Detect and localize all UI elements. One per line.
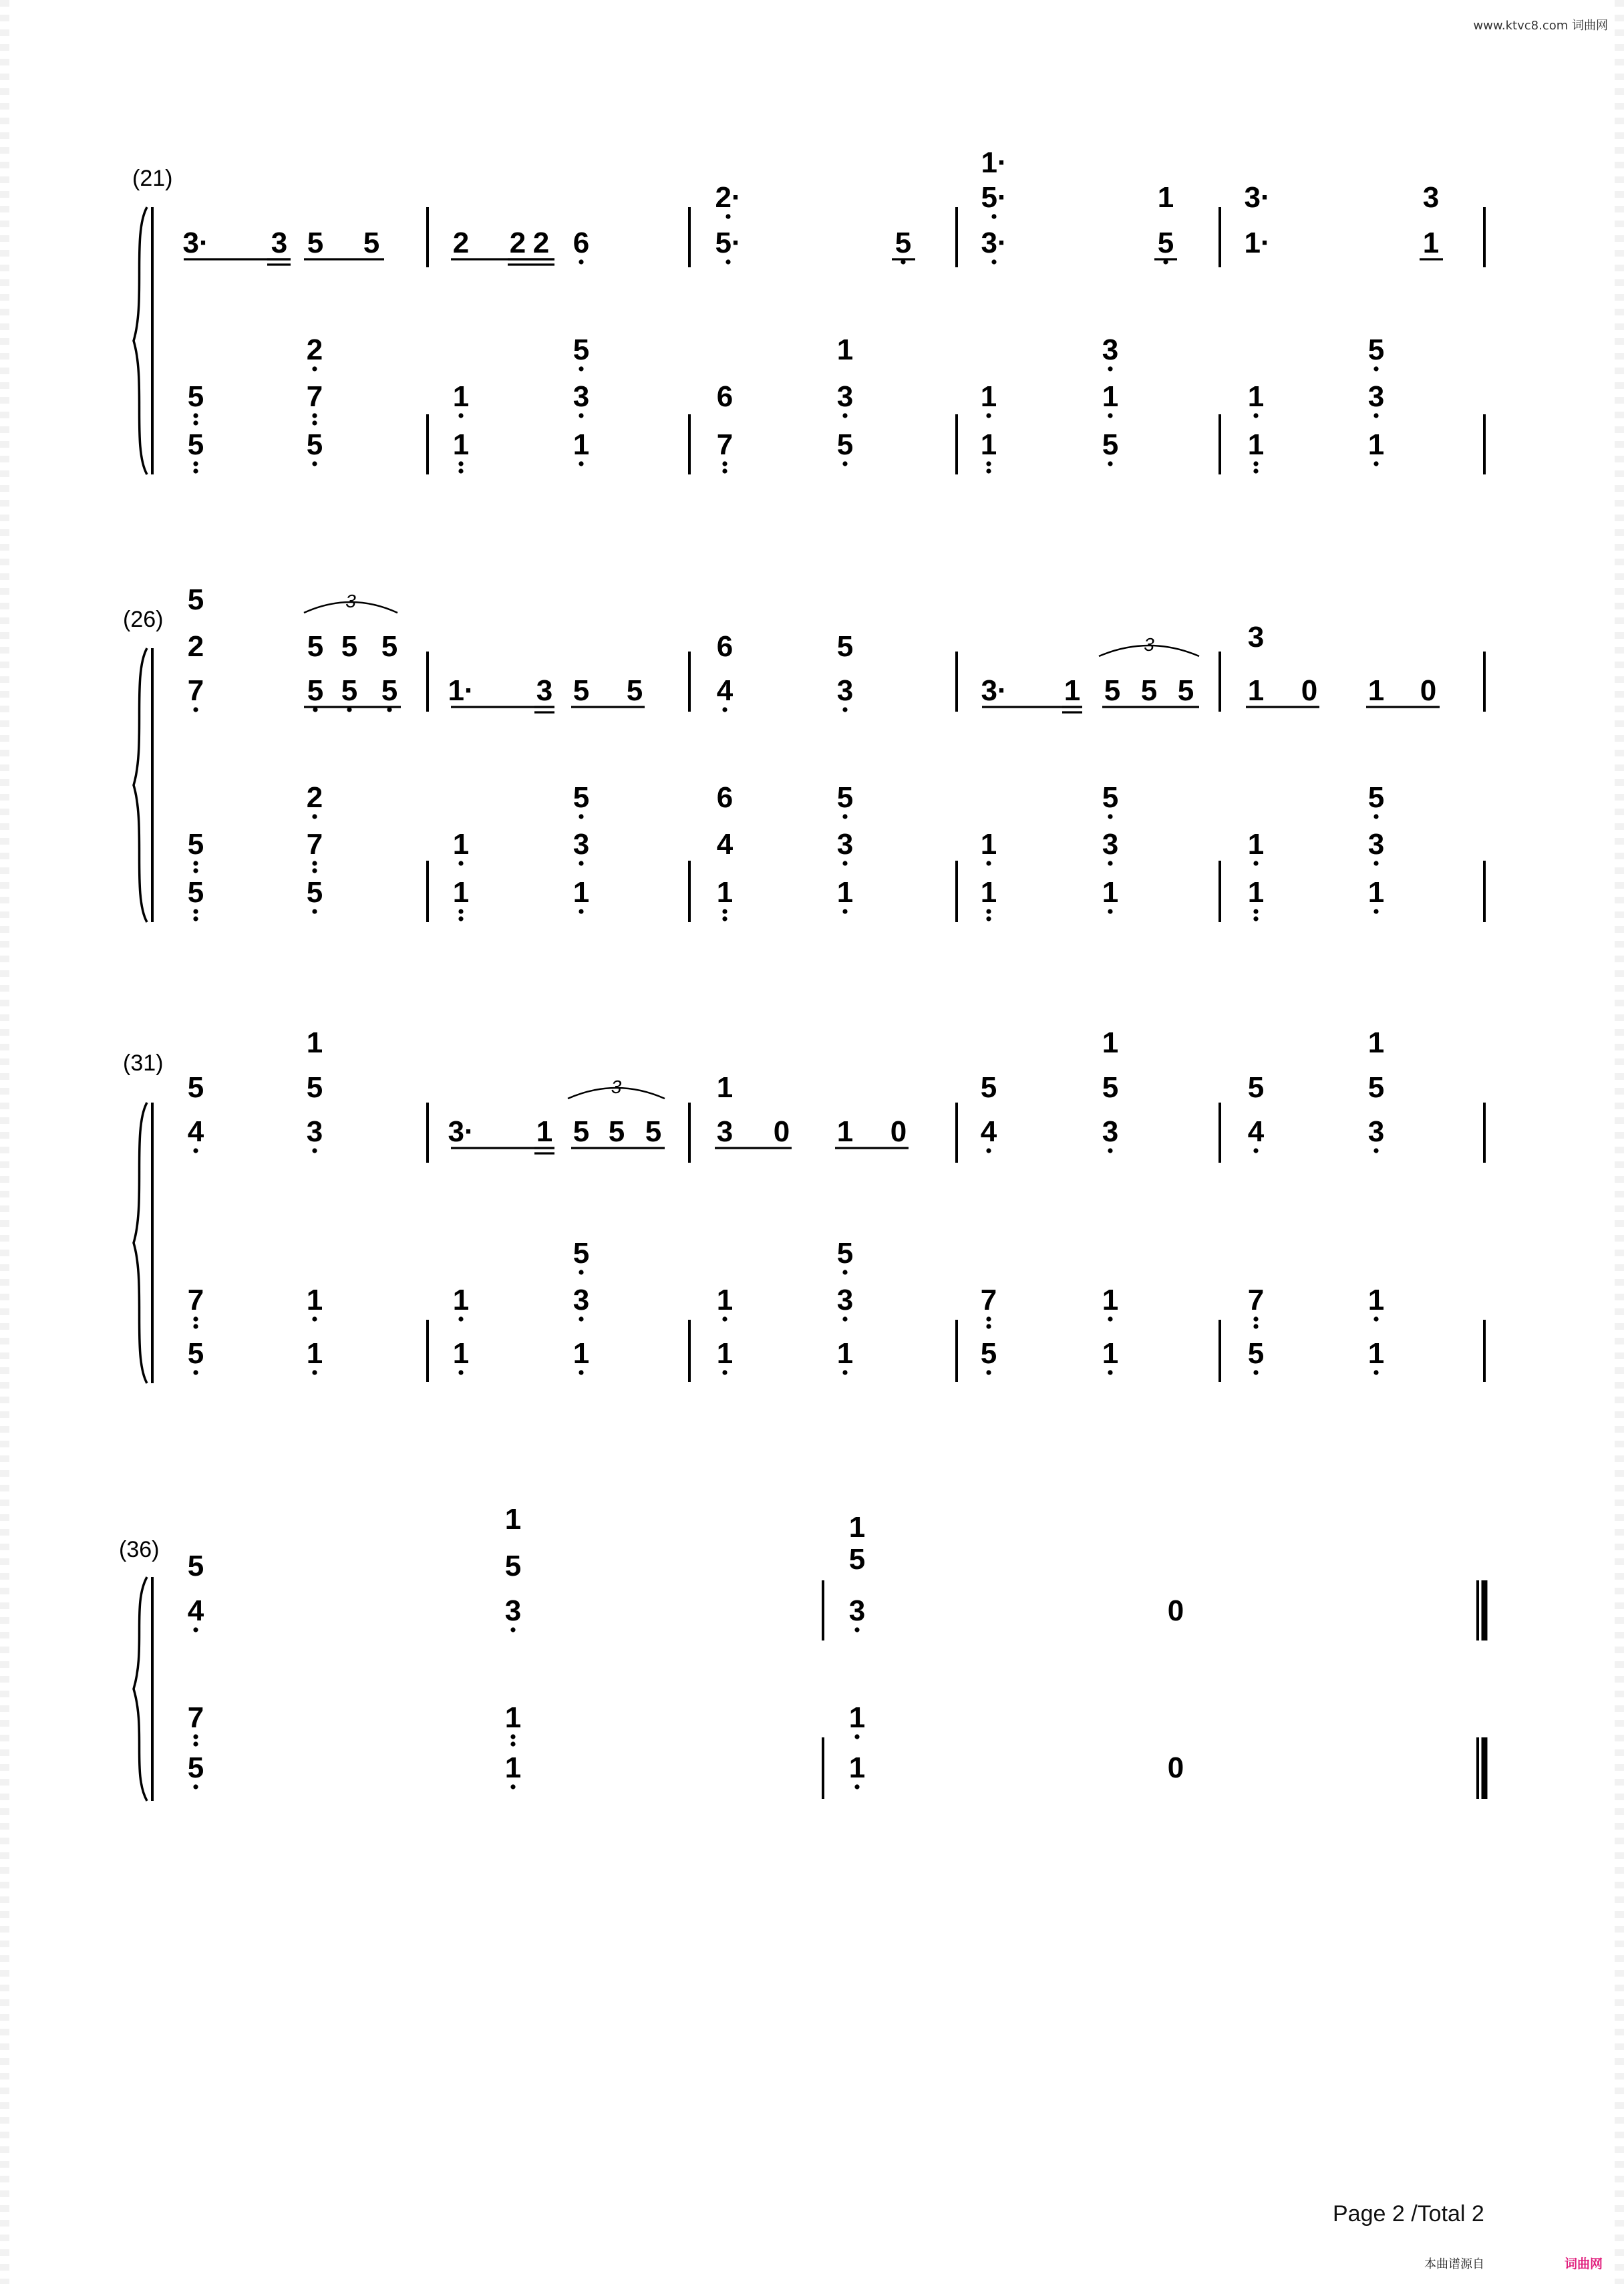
note-digit: 7 [980,1284,997,1316]
note-digit: 2 [306,781,323,814]
site-url: www.ktvc8.com 词曲网 [1473,19,1608,33]
measure-number: (31) [123,1050,164,1076]
octave-dot-below [312,1148,317,1153]
octave-dot-below [722,916,727,921]
note-digit: 6 [716,380,734,413]
octave-dot-below [1373,861,1378,865]
octave-dot-below [193,1324,198,1328]
note-digit: 3 [836,674,854,707]
octave-dot-below [1108,909,1112,913]
note-digit: 5 [381,674,398,707]
octave-dot-below [722,1316,727,1321]
octave-dot-below [193,468,198,473]
note-digit: 1· [1244,227,1271,259]
octave-dot-below [510,1627,515,1632]
note-digit: 5 [1247,1071,1265,1104]
octave-dot-below [842,1370,847,1375]
octave-dot-below [1373,1148,1378,1153]
note-digit: 4 [1247,1115,1265,1148]
note-digit: 1 [848,1701,866,1734]
note-digit: 1 [716,1071,734,1104]
octave-dot-below [579,413,583,418]
note-digit: 2 [452,227,470,259]
note-digit: 5 [381,630,398,663]
note-digit: 1· [448,674,474,707]
octave-dot-below [458,861,463,865]
octave-dot-below [1373,366,1378,371]
octave-dot-below [1253,461,1258,466]
note-digit: 1 [836,1115,854,1148]
note-digit: 5 [1247,1337,1265,1370]
note-digit: 1· [981,146,1007,179]
note-digit: 5 [1102,428,1119,461]
note-digit: 4 [716,828,734,861]
note-digit: 1 [1247,674,1265,707]
octave-dot-below [725,214,730,219]
octave-dot-below [842,909,847,913]
note-digit: 0 [773,1115,790,1148]
note-digit: 3 [1422,181,1440,214]
note-digit: 5 [1104,674,1121,707]
note-digit: 4 [716,674,734,707]
octave-dot-below [1373,1316,1378,1321]
octave-dot-below [579,259,583,264]
octave-dot-below [312,1316,317,1321]
octave-dot-below [1373,1370,1378,1375]
octave-dot-below [1373,413,1378,418]
octave-dot-below [1108,861,1112,865]
note-digit: 1 [536,1115,553,1148]
octave-dot-below [991,214,996,219]
note-digit: 7 [716,428,734,461]
note-digit: 7 [306,828,323,861]
note-digit: 5 [836,428,854,461]
note-digit: 3 [306,1115,323,1148]
octave-dot-below [722,468,727,473]
note-digit: 1 [1247,380,1265,413]
octave-dot-below [722,461,727,466]
octave-dot-below [193,1734,198,1739]
note-digit: 5 [608,1115,625,1148]
note-digit: 1 [1367,428,1385,461]
note-digit: 0 [1167,1751,1184,1784]
note-digit: 2 [187,630,204,663]
note-digit: 1 [1367,1284,1385,1316]
note-digit: 5 [363,227,380,259]
note-digit: 1 [716,876,734,909]
octave-dot-below [722,1370,727,1375]
octave-dot-below [579,461,583,466]
note-digit: 5· [981,181,1007,214]
note-digit: 1 [1422,227,1440,259]
triplet-number: 3 [611,1077,622,1097]
octave-dot-below [193,1370,198,1375]
octave-dot-below [193,1627,198,1632]
note-digit: 5 [187,583,204,616]
measure-number: (21) [132,166,173,191]
note-digit: 7 [187,1701,204,1734]
octave-dot-below [1108,1370,1112,1375]
note-digit: 1 [980,380,997,413]
note-digit: 1 [836,1337,854,1370]
note-digit: 5 [1367,781,1385,814]
octave-dot-below [986,909,991,913]
note-digit: 1 [306,1284,323,1316]
octave-dot-below [842,461,847,466]
note-digit: 3 [836,828,854,861]
octave-dot-below [986,1324,991,1328]
note-digit: 3 [716,1115,734,1148]
note-digit: 5 [1140,674,1158,707]
octave-dot-below [842,861,847,865]
note-digit: 1 [306,1337,323,1370]
octave-dot-below [579,1270,583,1274]
octave-dot-below [1253,861,1258,865]
note-digit: 1 [452,428,470,461]
octave-dot-below [193,1316,198,1321]
note-digit: 5 [1177,674,1194,707]
octave-dot-below [579,1370,583,1375]
octave-dot-below [312,413,317,418]
note-digit: 5 [836,1237,854,1270]
note-digit: 5 [306,1071,323,1104]
note-digit: 5 [1367,1071,1385,1104]
note-digit: 3 [836,1284,854,1316]
octave-dot-below [722,707,727,712]
octave-dot-below [854,1734,859,1739]
note-digit: 1 [452,828,470,861]
octave-dot-below [312,909,317,913]
octave-dot-below [842,413,847,418]
note-digit: 7 [187,674,204,707]
note-digit: 1 [1064,674,1081,707]
measure-number: (36) [119,1537,160,1562]
octave-dot-below [579,814,583,819]
note-digit: 1 [1247,828,1265,861]
note-digit: 3· [1244,181,1271,214]
note-digit: 5· [715,227,742,259]
note-digit: 3 [848,1594,866,1627]
octave-dot-below [986,468,991,473]
note-digit: 1 [504,1751,522,1784]
octave-dot-below [193,909,198,913]
octave-dot-below [458,909,463,913]
octave-dot-below [510,1734,515,1739]
octave-dot-below [1108,366,1112,371]
note-digit: 5 [307,227,324,259]
octave-dot-below [986,461,991,466]
note-digit: 2 [306,333,323,366]
triplet-number: 3 [345,591,356,611]
octave-dot-below [579,861,583,865]
grand-staff-brace [134,648,147,922]
note-digit: 3 [573,1284,590,1316]
octave-dot-below [193,916,198,921]
note-digit: 5 [187,876,204,909]
grand-staff-brace [134,207,147,474]
note-digit: 3 [1102,1115,1119,1148]
note-digit: 5 [504,1550,522,1582]
note-digit: 1 [452,380,470,413]
octave-dot-below [1253,909,1258,913]
note-digit: 5 [187,380,204,413]
octave-dot-below [1373,909,1378,913]
octave-dot-below [1253,468,1258,473]
note-digit: 3 [1247,621,1265,654]
octave-dot-below [312,1370,317,1375]
octave-dot-below [842,1270,847,1274]
note-digit: 1 [1102,1284,1119,1316]
note-digit: 1 [716,1284,734,1316]
octave-dot-below [725,259,730,264]
note-digit: 5 [341,674,358,707]
note-digit: 5 [306,428,323,461]
octave-dot-below [1108,1316,1112,1321]
note-digit: 5 [1102,781,1119,814]
note-digit: 5 [895,227,912,259]
note-digit: 1 [1102,1026,1119,1059]
note-digit: 2 [532,227,550,259]
octave-dot-below [1253,1324,1258,1328]
note-digit: 3 [1367,380,1385,413]
octave-dot-below [1253,916,1258,921]
footer-brand-logo: 词曲网 [1565,2257,1603,2271]
octave-dot-below [1108,461,1112,466]
note-digit: 6 [573,227,590,259]
octave-dot-below [312,861,317,865]
note-digit: 6 [716,781,734,814]
octave-dot-below [1108,413,1112,418]
note-digit: 5 [1102,1071,1119,1104]
note-digit: 3 [504,1594,522,1627]
note-digit: 1 [1247,876,1265,909]
note-digit: 1 [504,1701,522,1734]
page-number: Page 2 /Total 2 [1333,2201,1484,2227]
note-digit: 4 [187,1594,204,1627]
note-digit: 1 [716,1337,734,1370]
note-digit: 3· [981,674,1007,707]
note-digit: 5 [1367,333,1385,366]
octave-dot-below [1373,814,1378,819]
note-digit: 2 [509,227,526,259]
note-digit: 5 [341,630,358,663]
footer-source-label: 本曲谱源自 [1424,2257,1484,2271]
octave-dot-below [193,461,198,466]
octave-dot-below [312,461,317,466]
note-digit: 5 [187,828,204,861]
note-digit: 3 [1367,1115,1385,1148]
note-digit: 3 [1102,333,1119,366]
note-digit: 0 [1301,674,1318,707]
octave-dot-below [1373,461,1378,466]
note-digit: 5 [573,333,590,366]
octave-dot-below [1108,1148,1112,1153]
note-digit: 1 [836,333,854,366]
note-digit: 1 [452,876,470,909]
note-digit: 1 [980,876,997,909]
note-digit: 5 [306,876,323,909]
octave-dot-below [510,1741,515,1746]
note-digit: 1 [1367,876,1385,909]
octave-dot-below [986,413,991,418]
octave-dot-below [986,916,991,921]
note-digit: 1 [1367,674,1385,707]
octave-dot-below [986,1316,991,1321]
note-digit: 6 [716,630,734,663]
octave-dot-below [1108,814,1112,819]
note-digit: 0 [1420,674,1437,707]
note-digit: 5 [848,1543,866,1576]
note-digit: 3 [573,380,590,413]
note-digit: 5 [573,1115,590,1148]
note-digit: 1 [1367,1026,1385,1059]
note-digit: 5 [836,630,854,663]
grand-staff-brace [134,1103,147,1383]
octave-dot-below [312,366,317,371]
octave-dot-below [458,468,463,473]
octave-dot-below [193,707,198,712]
note-digit: 1 [573,876,590,909]
note-digit: 3 [271,227,288,259]
octave-dot-below [1253,1316,1258,1321]
note-digit: 1 [452,1284,470,1316]
note-digit: 5 [980,1071,997,1104]
note-digit: 3 [1367,828,1385,861]
octave-dot-below [579,909,583,913]
note-digit: 5 [645,1115,662,1148]
note-digit: 1 [1102,380,1119,413]
octave-dot-below [193,420,198,425]
note-digit: 1 [504,1503,522,1536]
note-digit: 3· [182,227,209,259]
note-digit: 5 [626,674,643,707]
note-digit: 3· [981,227,1007,259]
octave-dot-below [1253,1370,1258,1375]
note-digit: 3· [448,1115,474,1148]
note-digit: 5 [187,1751,204,1784]
octave-dot-below [510,1784,515,1789]
octave-dot-below [193,1741,198,1746]
note-digit: 7 [306,380,323,413]
octave-dot-below [312,868,317,873]
octave-dot-below [579,366,583,371]
triplet-number: 3 [1144,634,1154,655]
note-digit: 5 [573,1237,590,1270]
note-digit: 1 [1247,428,1265,461]
note-digit: 1 [1102,1337,1119,1370]
note-digit: 5 [836,781,854,814]
octave-dot-below [193,413,198,418]
note-digit: 4 [980,1115,997,1148]
grand-staff-brace [134,1577,147,1801]
note-digit: 5 [187,1337,204,1370]
note-digit: 1 [1102,876,1119,909]
note-digit: 3 [836,380,854,413]
octave-dot-below [458,461,463,466]
note-digit: 1 [1367,1337,1385,1370]
note-digit: 5 [980,1337,997,1370]
octave-dot-below [842,707,847,712]
note-digit: 5 [187,1550,204,1582]
note-digit: 1 [452,1337,470,1370]
octave-dot-below [986,861,991,865]
octave-dot-below [193,868,198,873]
octave-dot-below [458,413,463,418]
note-digit: 5 [1157,227,1174,259]
note-digit: 5 [307,630,324,663]
octave-dot-below [193,1784,198,1789]
octave-dot-below [842,814,847,819]
octave-dot-below [458,916,463,921]
octave-dot-below [991,259,996,264]
octave-dot-below [193,861,198,865]
note-digit: 1 [836,876,854,909]
note-digit: 0 [890,1115,907,1148]
note-digit: 5 [573,674,590,707]
note-digit: 1 [848,1751,866,1784]
octave-dot-below [312,814,317,819]
note-digit: 3 [573,828,590,861]
note-digit: 3 [536,674,553,707]
note-digit: 5 [573,781,590,814]
note-digit: 1 [306,1026,323,1059]
octave-dot-below [986,1148,991,1153]
octave-dot-below [193,1148,198,1153]
note-digit: 5 [187,428,204,461]
octave-dot-below [1253,1148,1258,1153]
octave-dot-below [1253,413,1258,418]
measure-number: (26) [123,607,164,632]
note-digit: 1 [573,1337,590,1370]
note-digit: 7 [187,1284,204,1316]
octave-dot-below [579,1316,583,1321]
note-digit: 1 [980,428,997,461]
octave-dot-below [458,1316,463,1321]
note-digit: 5 [307,674,324,707]
octave-dot-below [458,1370,463,1375]
octave-dot-below [312,420,317,425]
note-digit: 2· [715,181,742,214]
octave-dot-below [842,1316,847,1321]
note-digit: 5 [187,1071,204,1104]
octave-dot-below [854,1784,859,1789]
note-digit: 1 [1157,181,1174,214]
octave-dot-below [854,1627,859,1632]
note-digit: 0 [1167,1594,1184,1627]
octave-dot-below [722,909,727,913]
note-digit: 1 [573,428,590,461]
note-digit: 4 [187,1115,204,1148]
note-digit: 7 [1247,1284,1265,1316]
octave-dot-below [986,1370,991,1375]
note-digit: 1 [980,828,997,861]
note-digit: 1 [848,1511,866,1544]
note-digit: 3 [1102,828,1119,861]
